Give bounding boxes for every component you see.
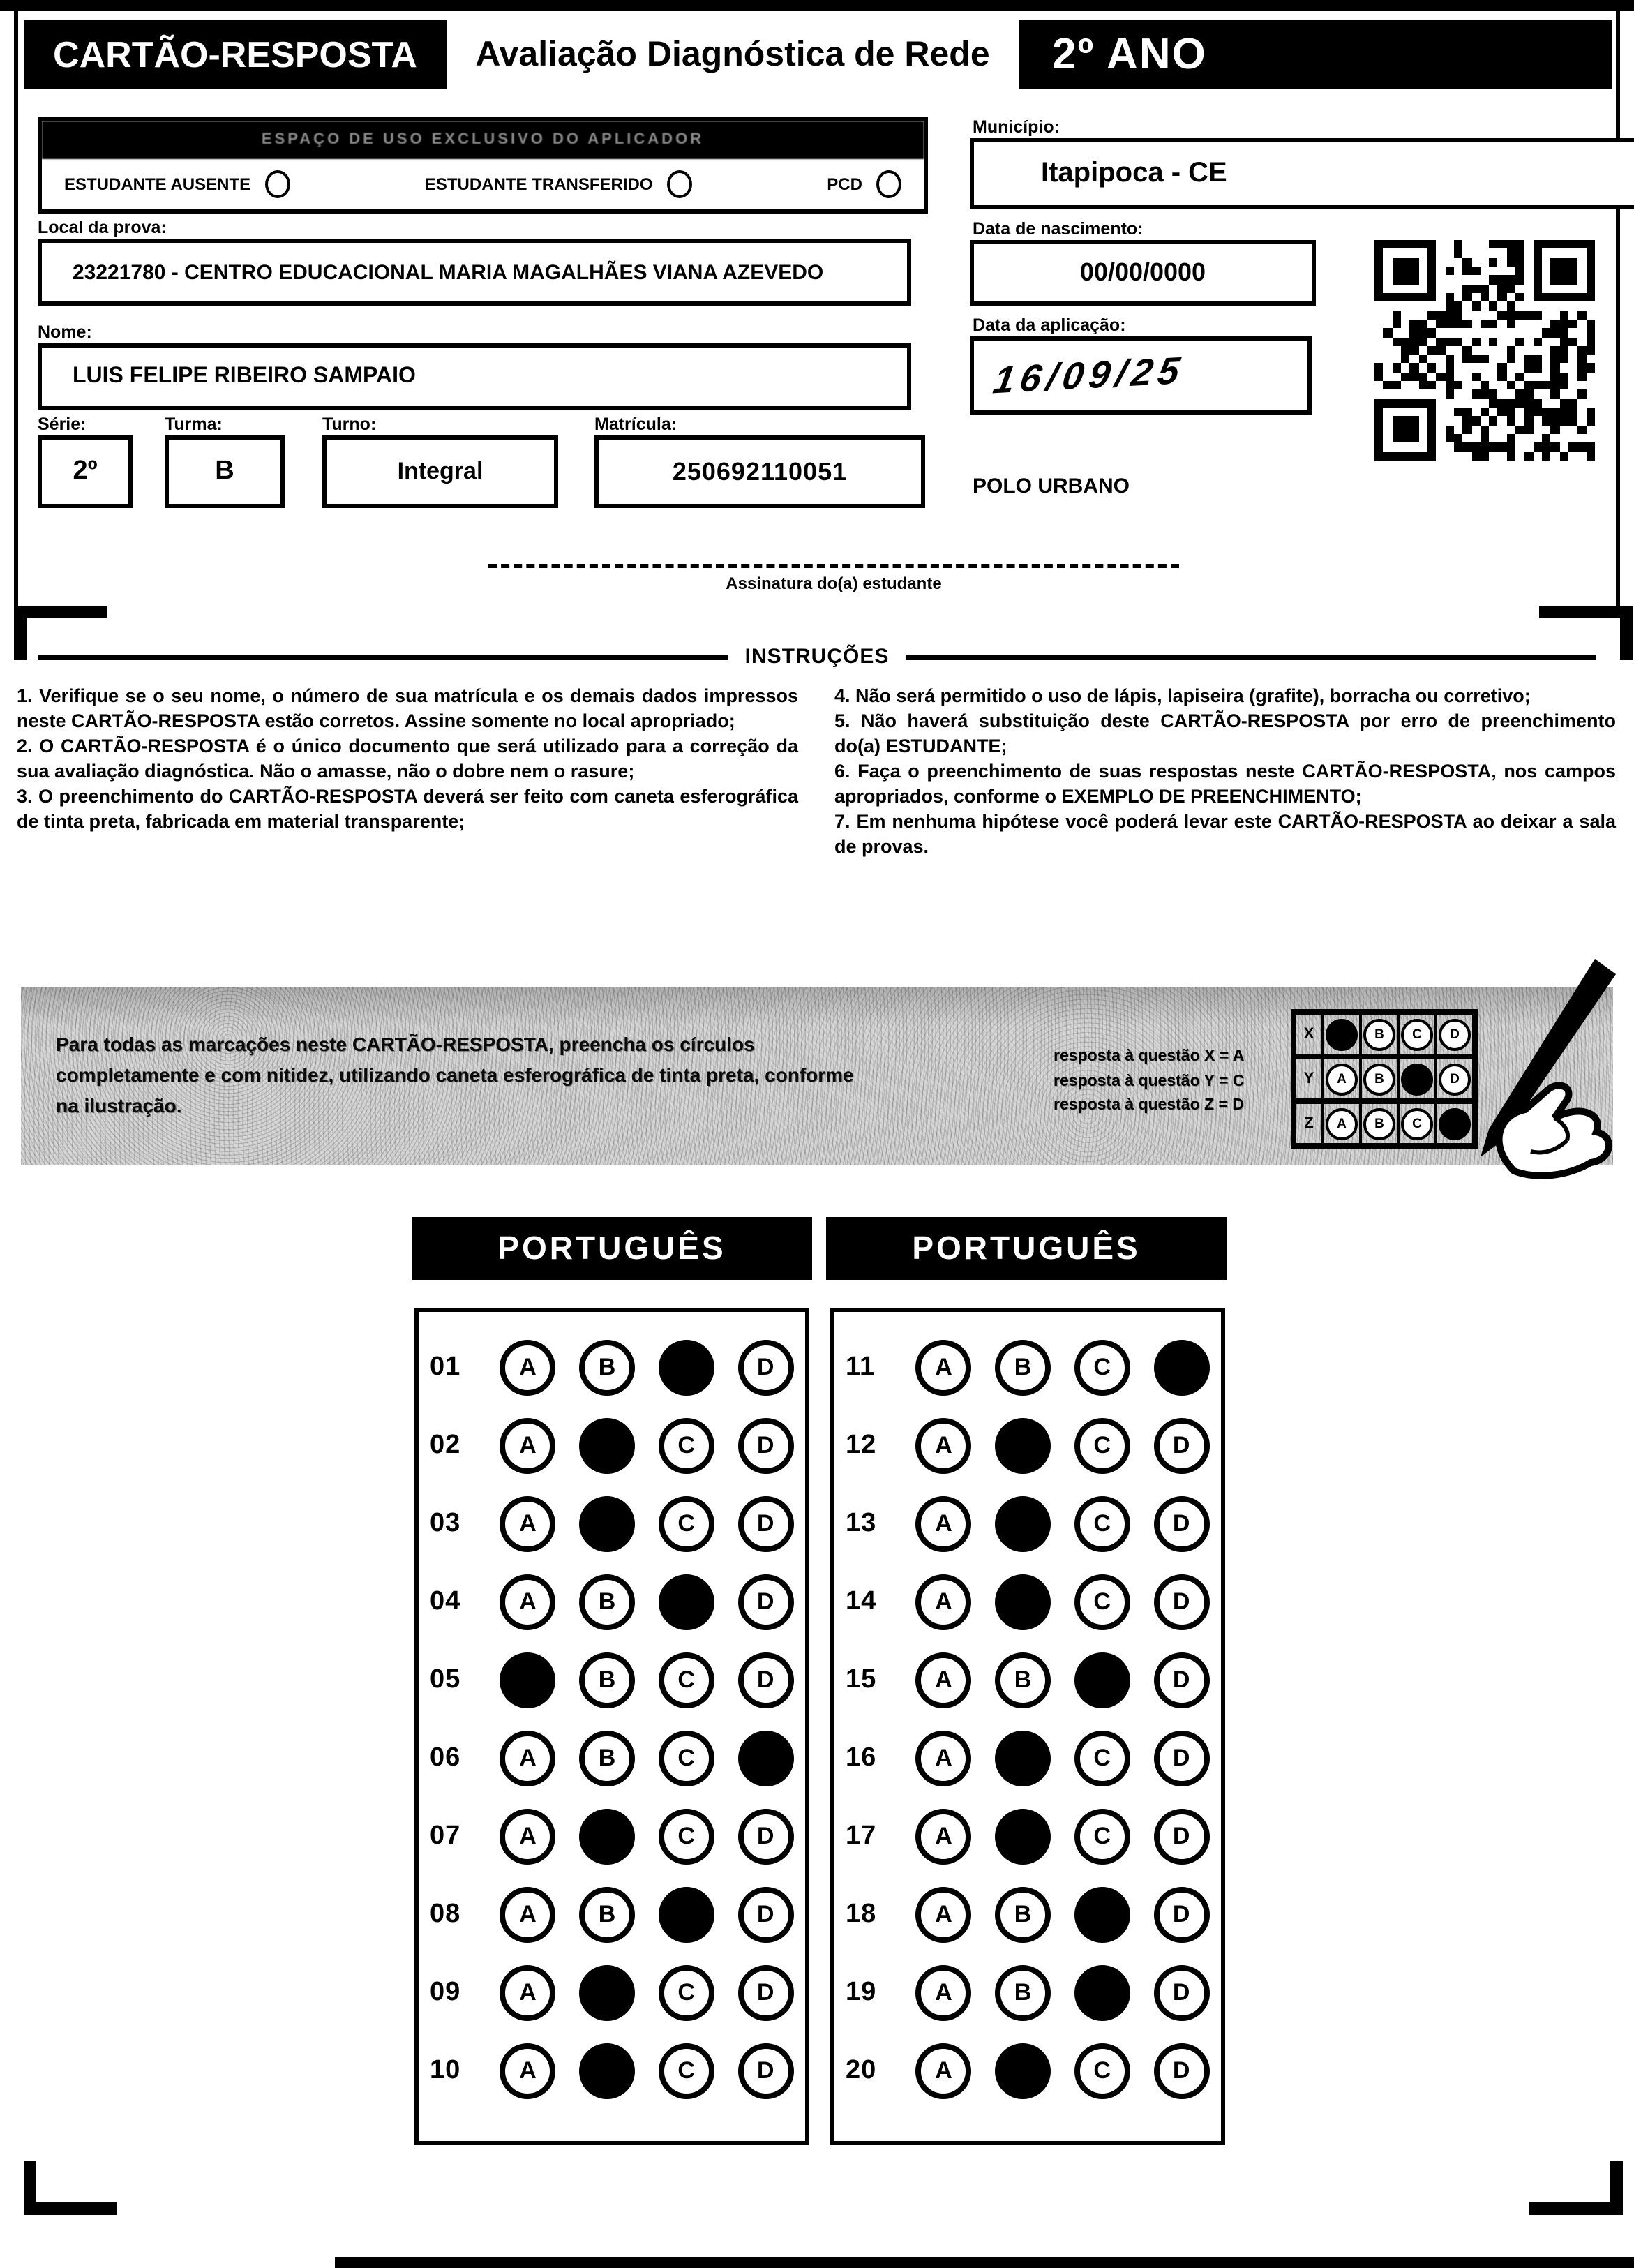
bubble-01-A[interactable]: A	[500, 1340, 555, 1396]
polo-label: POLO URBANO	[973, 475, 1130, 498]
bubble-11-C[interactable]: C	[1074, 1340, 1130, 1396]
option-circle[interactable]	[264, 170, 290, 198]
exam-location-value: 23221780 - CENTRO EDUCACIONAL MARIA MAGALHÃES VIANA AZEVEDO	[73, 260, 824, 284]
divider	[906, 654, 1596, 659]
answer-cell	[983, 1809, 1063, 1865]
question-row-03	[419, 1485, 805, 1563]
bubble-07-D[interactable]: D	[737, 1809, 793, 1865]
bubble-16-D[interactable]: D	[1153, 1731, 1209, 1786]
answer-cell	[1063, 1965, 1142, 2021]
registration-mark-bottom-right	[1529, 2161, 1623, 2215]
turma-value: B	[215, 456, 234, 486]
student-name-value: LUIS FELIPE RIBEIRO SAMPAIO	[73, 364, 416, 388]
marking-note: Para todas as marcações neste CARTÃO-RESPOSTA, preencha os círculos completamente e com nitidez, utilizando caneta esferográfica de tinta preta, conforme na ilustração.	[56, 1033, 854, 1117]
answer-cell	[488, 1496, 568, 1552]
answer-cell	[1141, 1652, 1221, 1708]
turma-field	[165, 435, 285, 508]
bubble-17-D[interactable]: D	[1153, 1809, 1209, 1865]
bubble-04-C-filled[interactable]	[659, 1574, 714, 1630]
answer-cell	[647, 1887, 726, 1943]
bubble-20-D[interactable]: D	[1153, 2043, 1209, 2099]
answer-grid-2	[830, 1308, 1225, 2145]
answer-cell	[1063, 2043, 1142, 2099]
applicator-option-1	[425, 170, 692, 198]
page-top-border	[0, 0, 1634, 11]
answer-cell	[904, 1418, 984, 1474]
answer-cell	[983, 1731, 1063, 1786]
example-row-label: X	[1303, 1026, 1314, 1043]
bubble-06-B[interactable]: B	[579, 1731, 635, 1786]
bubble-02-B-filled[interactable]	[579, 1418, 635, 1474]
matricula-label: Matrícula:	[594, 415, 677, 434]
answer-cell	[726, 1574, 805, 1630]
bubble-16-C[interactable]: C	[1074, 1731, 1130, 1786]
bubble-07-B-filled[interactable]	[579, 1809, 635, 1865]
bubble-07-A[interactable]: A	[500, 1809, 555, 1865]
question-number: 15	[846, 1665, 877, 1694]
answer-cell	[647, 1652, 726, 1708]
assessment-name: Avaliação Diagnóstica de Rede	[447, 20, 1019, 89]
bubble-18-C-filled[interactable]	[1074, 1887, 1130, 1943]
bubble-06-A[interactable]: A	[500, 1731, 555, 1786]
question-row-12	[834, 1407, 1221, 1485]
question-number: 02	[430, 1431, 461, 1460]
local-label: Local da prova:	[38, 218, 167, 237]
bubble-10-C[interactable]: C	[659, 2043, 714, 2099]
section-title-portugues-2: PORTUGUÊS	[826, 1217, 1227, 1280]
qr-code	[1374, 240, 1595, 461]
question-row-10	[419, 2032, 805, 2110]
page-bottom-border	[335, 2257, 1634, 2268]
question-number: 08	[430, 1900, 461, 1929]
student-name-field	[38, 343, 911, 410]
instructions	[17, 684, 1616, 860]
answer-cell	[488, 2043, 568, 2099]
aplicacao-label: Data da aplicação:	[973, 315, 1126, 335]
bubble-11-B[interactable]: B	[995, 1340, 1051, 1396]
answer-cell	[567, 1731, 647, 1786]
example-bubble: D	[1439, 1063, 1471, 1095]
applicator-option-label: ESTUDANTE TRANSFERIDO	[424, 174, 653, 194]
example-cell	[1321, 1104, 1359, 1143]
turma-label: Turma:	[165, 415, 223, 434]
answer-cell	[567, 1965, 647, 2021]
signature-line[interactable]	[488, 564, 1179, 568]
example-bubble: B	[1363, 1018, 1395, 1050]
bubble-05-D[interactable]: D	[737, 1652, 793, 1708]
bubble-15-B[interactable]: B	[995, 1652, 1051, 1708]
example-bubble: C	[1401, 1018, 1433, 1050]
answer-cell	[1141, 2043, 1221, 2099]
answer-cell	[1063, 1887, 1142, 1943]
instructions-right-column	[834, 684, 1616, 860]
bubble-13-B-filled[interactable]	[995, 1496, 1051, 1552]
answer-cell	[904, 1652, 984, 1708]
answer-cell	[1141, 1418, 1221, 1474]
marking-example-line: resposta à questão Y = C	[1054, 1073, 1245, 1089]
answer-cell	[726, 1496, 805, 1552]
answer-cell	[567, 2043, 647, 2099]
bubble-14-D[interactable]: D	[1153, 1574, 1209, 1630]
answer-cell	[983, 2043, 1063, 2099]
bubble-15-D[interactable]: D	[1153, 1652, 1209, 1708]
applicator-options	[42, 159, 924, 209]
example-row-label: Y	[1303, 1070, 1314, 1087]
matricula-field	[594, 435, 925, 508]
bubble-14-B-filled[interactable]	[995, 1574, 1051, 1630]
question-number: 04	[430, 1587, 461, 1616]
answer-cell	[567, 1887, 647, 1943]
bubble-16-A[interactable]: A	[915, 1731, 971, 1786]
question-row-04	[419, 1563, 805, 1641]
answer-cell	[726, 2043, 805, 2099]
option-circle[interactable]	[876, 170, 901, 198]
instruction-item: 7. Em nenhuma hipótese você poderá levar este CARTÃO-RESPOSTA ao deixar a sala de provas.	[834, 811, 1616, 857]
bubble-19-B[interactable]: B	[995, 1965, 1051, 2021]
bubble-19-A[interactable]: A	[915, 1965, 971, 2021]
signature-label: Assinatura do(a) estudante	[726, 574, 942, 593]
answer-cell	[726, 1809, 805, 1865]
bubble-20-B-filled[interactable]	[995, 2043, 1051, 2099]
answer-cell	[904, 1496, 984, 1552]
option-circle[interactable]	[667, 170, 692, 198]
marking-example-banner	[21, 987, 1613, 1165]
question-row-06	[419, 1719, 805, 1798]
answer-cell	[647, 1809, 726, 1865]
serie-value: 2º	[73, 456, 98, 486]
answer-cell	[567, 1496, 647, 1552]
example-bubble: D	[1439, 1018, 1471, 1050]
answer-cell	[647, 1574, 726, 1630]
section-title-portugues-1: PORTUGUÊS	[412, 1217, 812, 1280]
bubble-12-C[interactable]: C	[1074, 1418, 1130, 1474]
question-row-16	[834, 1719, 1221, 1798]
applicator-bar-title: ESPAÇO DE USO EXCLUSIVO DO APLICADOR	[42, 121, 924, 159]
answer-cell	[647, 1965, 726, 2021]
question-number: 17	[846, 1821, 877, 1851]
answer-cell	[647, 1340, 726, 1396]
bubble-02-D[interactable]: D	[737, 1418, 793, 1474]
question-number: 05	[430, 1665, 461, 1694]
answer-cell	[904, 1965, 984, 2021]
answer-cell	[647, 1496, 726, 1552]
answer-cell	[983, 1340, 1063, 1396]
bubble-20-C[interactable]: C	[1074, 2043, 1130, 2099]
bubble-07-C[interactable]: C	[659, 1809, 714, 1865]
question-number: 09	[430, 1978, 461, 2007]
bubble-12-B-filled[interactable]	[995, 1418, 1051, 1474]
municipio-field	[970, 138, 1634, 209]
turno-field	[322, 435, 558, 508]
answer-cell	[1063, 1809, 1142, 1865]
bubble-17-B-filled[interactable]	[995, 1809, 1051, 1865]
example-cell	[1321, 1015, 1359, 1054]
municipio-label: Município:	[973, 117, 1060, 137]
answer-cell	[1063, 1418, 1142, 1474]
answer-cell	[488, 1965, 568, 2021]
question-number: 03	[430, 1509, 461, 1538]
bubble-18-A[interactable]: A	[915, 1887, 971, 1943]
bubble-06-D-filled[interactable]	[737, 1731, 793, 1786]
bubble-08-A[interactable]: A	[500, 1887, 555, 1943]
bubble-16-B-filled[interactable]	[995, 1731, 1051, 1786]
marking-example-lines	[1054, 1045, 1244, 1119]
applicator-option-label: ESTUDANTE AUSENTE	[64, 174, 251, 194]
matricula-value: 250692110051	[672, 457, 848, 485]
question-row-14	[834, 1563, 1221, 1641]
bubble-10-A[interactable]: A	[500, 2043, 555, 2099]
answer-cell	[983, 1496, 1063, 1552]
question-row-11	[834, 1329, 1221, 1407]
instruction-item: 6. Faça o preenchimento de suas respostas neste CARTÃO-RESPOSTA, nos campos apropriados, conforme o EXEMPLO DE PREENCHIMENTO;	[834, 761, 1616, 807]
bubble-03-D[interactable]: D	[737, 1496, 793, 1552]
answer-cell	[488, 1574, 568, 1630]
question-number: 13	[846, 1509, 877, 1538]
bubble-03-C[interactable]: C	[659, 1496, 714, 1552]
answer-cell	[567, 1418, 647, 1474]
answer-cell	[1141, 1809, 1221, 1865]
answer-cell	[647, 1731, 726, 1786]
bubble-13-C[interactable]: C	[1074, 1496, 1130, 1552]
bubble-09-A[interactable]: A	[500, 1965, 555, 2021]
bubble-19-C-filled[interactable]	[1074, 1965, 1130, 2021]
bubble-10-D[interactable]: D	[737, 2043, 793, 2099]
bubble-04-D[interactable]: D	[737, 1574, 793, 1630]
answer-cell	[488, 1652, 568, 1708]
bubble-09-B-filled[interactable]	[579, 1965, 635, 2021]
answer-cell	[488, 1340, 568, 1396]
question-number: 16	[846, 1743, 877, 1773]
answer-cell	[647, 2043, 726, 2099]
example-bubble: C	[1401, 1107, 1433, 1140]
answer-cell	[1063, 1652, 1142, 1708]
answer-cell	[904, 2043, 984, 2099]
registration-mark-bottom-left	[24, 2161, 117, 2215]
question-number: 07	[430, 1821, 461, 1851]
question-row-19	[834, 1954, 1221, 2032]
instruction-item: 5. Não haverá substituição deste CARTÃO-RESPOSTA por erro de preenchimento do(a) ESTUDANTE;	[834, 710, 1616, 756]
answer-cell	[1063, 1340, 1142, 1396]
turno-value: Integral	[397, 458, 484, 484]
bubble-18-B[interactable]: B	[995, 1887, 1051, 1943]
answer-cell	[1141, 1340, 1221, 1396]
bubble-01-D[interactable]: D	[737, 1340, 793, 1396]
answer-cell	[1141, 1496, 1221, 1552]
bubble-08-C-filled[interactable]	[659, 1887, 714, 1943]
bubble-17-C[interactable]: C	[1074, 1809, 1130, 1865]
bubble-02-C[interactable]: C	[659, 1418, 714, 1474]
answer-cell	[726, 1418, 805, 1474]
question-row-05	[419, 1641, 805, 1719]
bubble-04-B[interactable]: B	[579, 1574, 635, 1630]
example-bubble: B	[1363, 1063, 1395, 1095]
bubble-13-D[interactable]: D	[1153, 1496, 1209, 1552]
bubble-14-C[interactable]: C	[1074, 1574, 1130, 1630]
sheet-title: CARTÃO-RESPOSTA	[53, 33, 417, 75]
question-number: 14	[846, 1587, 877, 1616]
example-cell	[1359, 1059, 1397, 1098]
bubble-02-A[interactable]: A	[500, 1418, 555, 1474]
serie-label: Série:	[38, 415, 87, 434]
header-bar	[24, 20, 1612, 89]
answer-cell	[983, 1574, 1063, 1630]
birthdate-value: 00/00/0000	[1079, 258, 1206, 286]
question-row-17	[834, 1798, 1221, 1876]
answer-cell	[1063, 1731, 1142, 1786]
bubble-19-D[interactable]: D	[1153, 1965, 1209, 2021]
question-number: 12	[846, 1431, 877, 1460]
instruction-item: 2. O CARTÃO-RESPOSTA é o único documento que será utilizado para a correção da sua avaliação diagnóstica. Não o amasse, não o dobre nem o rasure;	[17, 736, 798, 782]
question-number: 06	[430, 1743, 461, 1773]
answer-grid-1	[414, 1308, 809, 2145]
municipio-value: Itapipoca - CE	[1041, 158, 1227, 188]
question-number: 01	[430, 1352, 461, 1382]
birthdate-field	[970, 240, 1316, 306]
question-number: 20	[846, 2056, 877, 2085]
applicator-section	[38, 117, 928, 214]
serie-field	[38, 435, 133, 508]
answer-cell	[1141, 1887, 1221, 1943]
hand-pen-illustration	[1416, 959, 1634, 1182]
bubble-05-C[interactable]: C	[659, 1652, 714, 1708]
bubble-03-B-filled[interactable]	[579, 1496, 635, 1552]
divider	[38, 654, 728, 659]
bubble-10-B-filled[interactable]	[579, 2043, 635, 2099]
example-cell	[1359, 1015, 1397, 1054]
answer-cell	[1141, 1731, 1221, 1786]
page-left-border	[14, 11, 18, 611]
bubble-12-D[interactable]: D	[1153, 1418, 1209, 1474]
marking-example-line: resposta à questão X = A	[1054, 1048, 1245, 1065]
answer-cell	[1063, 1496, 1142, 1552]
answer-cell	[904, 1731, 984, 1786]
answer-cell	[1141, 1965, 1221, 2021]
bubble-01-C-filled[interactable]	[659, 1340, 714, 1396]
bubble-09-D[interactable]: D	[737, 1965, 793, 2021]
answer-cell	[567, 1809, 647, 1865]
question-number: 11	[846, 1352, 876, 1382]
example-row-label: Z	[1304, 1115, 1314, 1132]
question-row-13	[834, 1485, 1221, 1563]
bubble-15-C-filled[interactable]	[1074, 1652, 1130, 1708]
bubble-14-A[interactable]: A	[915, 1574, 971, 1630]
answer-cell	[983, 1418, 1063, 1474]
question-row-18	[834, 1876, 1221, 1954]
bubble-18-D[interactable]: D	[1153, 1887, 1209, 1943]
answer-cell	[983, 1652, 1063, 1708]
answer-cell	[726, 1965, 805, 2021]
bubble-17-A[interactable]: A	[915, 1809, 971, 1865]
example-bubble: A	[1326, 1063, 1358, 1095]
application-date-handwritten: 16/09/25	[990, 348, 1188, 401]
instruction-item: 1. Verifique se o seu nome, o número de sua matrícula e os demais dados impressos neste CARTÃO-RESPOSTA estão corretos. Assine somente no local apropriado;	[17, 685, 798, 731]
instruction-item: 4. Não será permitido o uso de lápis, lapiseira (grafite), borracha ou corretivo;	[834, 685, 1531, 706]
nome-label: Nome:	[38, 322, 92, 342]
bubble-13-A[interactable]: A	[915, 1496, 971, 1552]
question-number: 18	[846, 1900, 877, 1929]
exam-location-field	[38, 239, 911, 306]
bubble-09-C[interactable]: C	[659, 1965, 714, 2021]
nascimento-label: Data de nascimento:	[973, 219, 1144, 239]
turno-label: Turno:	[322, 415, 377, 434]
marking-example-line: resposta à questão Z = D	[1054, 1097, 1244, 1114]
answer-cell	[983, 1887, 1063, 1943]
question-row-15	[834, 1641, 1221, 1719]
example-bubble: A	[1326, 1107, 1358, 1140]
applicator-option-label: PCD	[827, 174, 862, 194]
question-number: 19	[846, 1978, 877, 2007]
question-row-02	[419, 1407, 805, 1485]
example-cell	[1321, 1059, 1359, 1098]
bubble-06-C[interactable]: C	[659, 1731, 714, 1786]
instructions-header	[38, 645, 1596, 669]
answer-cell	[904, 1887, 984, 1943]
instructions-left-column	[17, 684, 798, 860]
bubble-04-A[interactable]: A	[500, 1574, 555, 1630]
answer-cell	[1063, 1574, 1142, 1630]
bubble-01-B[interactable]: B	[579, 1340, 635, 1396]
answer-cell	[1141, 1574, 1221, 1630]
applicator-option-0	[64, 170, 290, 198]
answer-cell	[488, 1418, 568, 1474]
answer-cell	[904, 1809, 984, 1865]
question-row-01	[419, 1329, 805, 1407]
answer-cell	[567, 1574, 647, 1630]
answer-cell	[488, 1809, 568, 1865]
answer-cell	[726, 1340, 805, 1396]
bubble-15-A[interactable]: A	[915, 1652, 971, 1708]
bubble-08-B[interactable]: B	[579, 1887, 635, 1943]
question-number: 10	[430, 2056, 461, 2085]
example-bubble: B	[1363, 1107, 1395, 1140]
grade-label: 2º ANO	[1052, 29, 1207, 78]
page-right-border	[1616, 11, 1620, 611]
bubble-20-A[interactable]: A	[915, 2043, 971, 2099]
answer-cell	[488, 1887, 568, 1943]
answer-cell	[726, 1887, 805, 1943]
answer-cell	[647, 1418, 726, 1474]
answer-cell	[567, 1652, 647, 1708]
instruction-item: 3. O preenchimento do CARTÃO-RESPOSTA deverá ser feito com caneta esferográfica de tinta preta, fabricada em material transparente;	[17, 786, 798, 832]
bubble-11-D-filled[interactable]	[1153, 1340, 1209, 1396]
example-cell	[1359, 1104, 1397, 1143]
bubble-11-A[interactable]: A	[915, 1340, 971, 1396]
instructions-title: INSTRUÇÕES	[744, 645, 890, 669]
answer-cell	[904, 1340, 984, 1396]
application-date-field[interactable]	[970, 336, 1312, 415]
answer-cell	[567, 1340, 647, 1396]
answer-cell	[726, 1731, 805, 1786]
question-row-07	[419, 1798, 805, 1876]
answer-cell	[488, 1731, 568, 1786]
bubble-05-A-filled[interactable]	[500, 1652, 555, 1708]
bubble-08-D[interactable]: D	[737, 1887, 793, 1943]
bubble-05-B[interactable]: B	[579, 1652, 635, 1708]
question-row-09	[419, 1954, 805, 2032]
answer-cell	[983, 1965, 1063, 2021]
example-bubble-filled	[1326, 1018, 1358, 1050]
applicator-option-2	[827, 170, 901, 198]
question-row-08	[419, 1876, 805, 1954]
bubble-03-A[interactable]: A	[500, 1496, 555, 1552]
bubble-12-A[interactable]: A	[915, 1418, 971, 1474]
answer-cell	[726, 1652, 805, 1708]
question-row-20	[834, 2032, 1221, 2110]
answer-cell	[904, 1574, 984, 1630]
